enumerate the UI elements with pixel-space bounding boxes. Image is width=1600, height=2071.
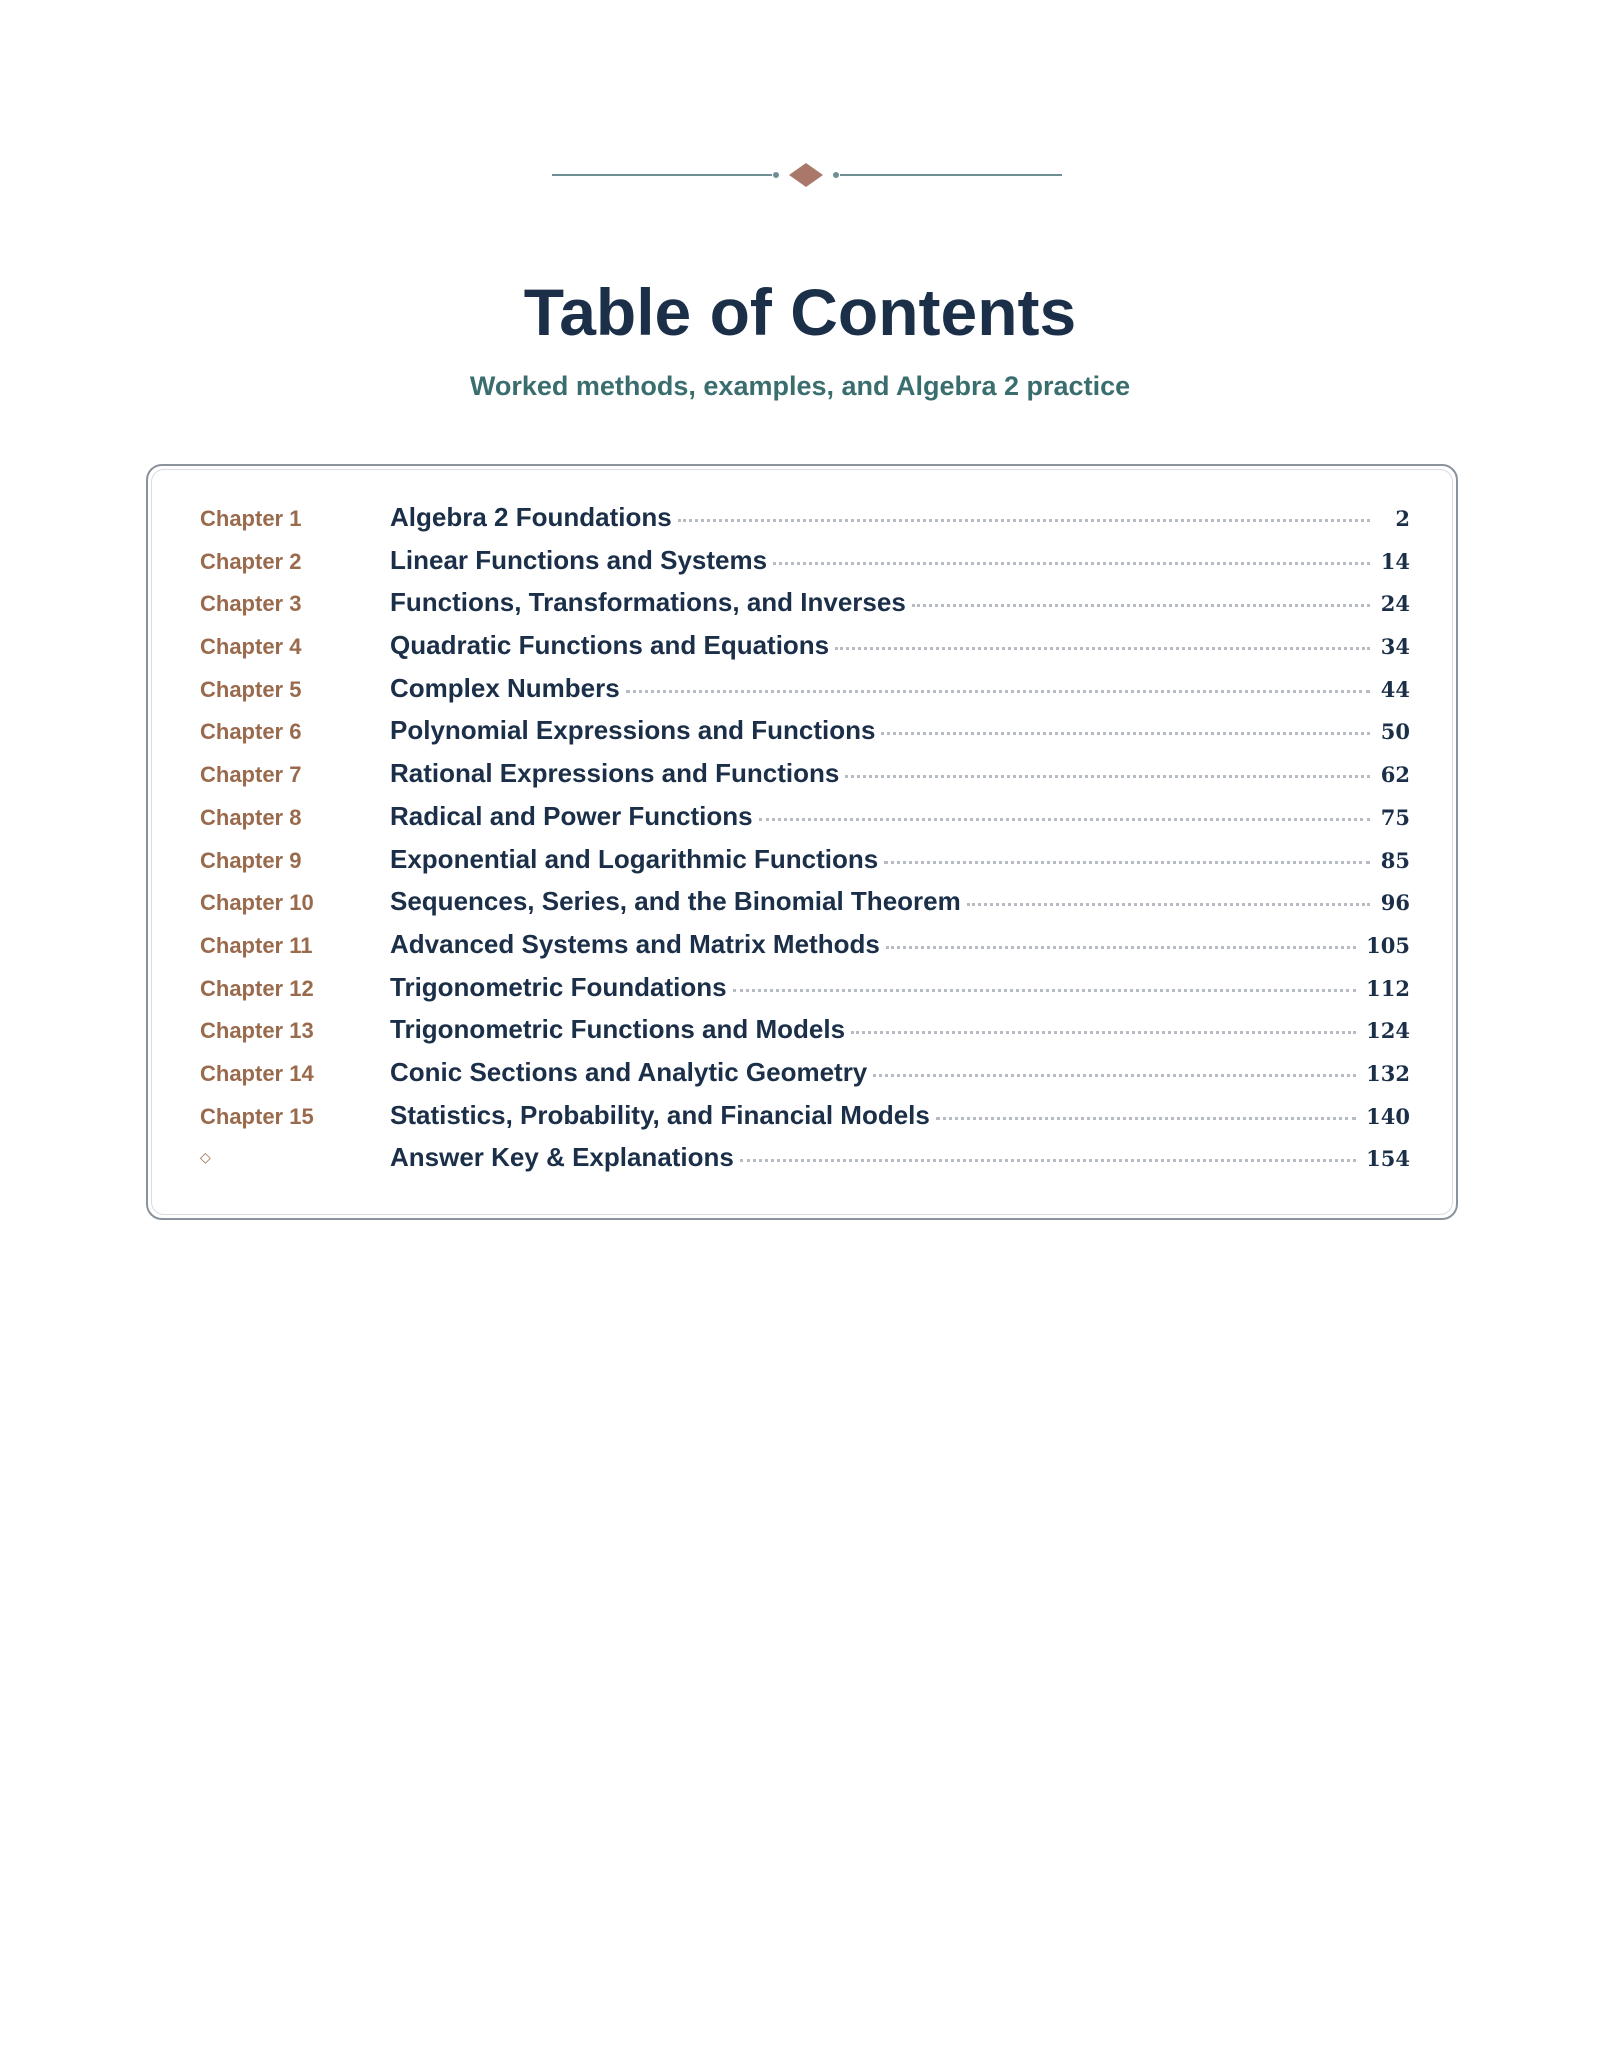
toc-chapter-label: Chapter 14 bbox=[200, 1060, 314, 1086]
toc-entry[interactable] bbox=[200, 630, 1410, 673]
toc-entry[interactable] bbox=[200, 972, 1410, 1015]
toc-entry-title[interactable]: Algebra 2 Foundations bbox=[390, 502, 672, 532]
toc-page-number: 112 bbox=[1366, 975, 1410, 1001]
toc-page-number: 44 bbox=[1380, 676, 1410, 702]
dot-leader bbox=[912, 604, 1370, 607]
toc-chapter-label: Chapter 13 bbox=[200, 1018, 314, 1044]
toc-page-number: 14 bbox=[1380, 548, 1410, 574]
toc-entry-title[interactable]: Advanced Systems and Matrix Methods bbox=[390, 928, 880, 959]
toc-list bbox=[200, 502, 1410, 1185]
toc-page-number: 2 bbox=[1395, 506, 1410, 531]
toc-entry[interactable] bbox=[200, 545, 1410, 588]
toc-entry-title[interactable]: Trigonometric Functions and Models bbox=[390, 1014, 846, 1045]
toc-entry-title[interactable]: Rational Expressions and Functions bbox=[390, 758, 840, 789]
dot-leader bbox=[967, 903, 1370, 906]
toc-entry[interactable] bbox=[200, 1014, 1410, 1057]
toc-entry[interactable] bbox=[200, 801, 1410, 844]
toc-chapter-label: Chapter 2 bbox=[200, 548, 302, 574]
toc-chapter-label: Chapter 6 bbox=[200, 719, 302, 745]
page-title: Table of Contents bbox=[523, 275, 1077, 349]
toc-chapter-label: Chapter 1 bbox=[200, 506, 302, 531]
toc-page-number: 85 bbox=[1380, 847, 1410, 873]
toc-entry-title[interactable]: Polynomial Expressions and Functions bbox=[390, 715, 876, 746]
dot-leader bbox=[733, 989, 1357, 992]
dot-leader bbox=[845, 775, 1370, 778]
page-subtitle: Worked methods, examples, and Algebra 2 practice bbox=[469, 371, 1131, 401]
toc-panel bbox=[146, 464, 1458, 1220]
header-ornament bbox=[0, 160, 1600, 190]
toc-page-number: 62 bbox=[1380, 762, 1410, 788]
dot-leader bbox=[835, 647, 1370, 650]
toc-entry-title[interactable]: Functions, Transformations, and Inverses bbox=[390, 587, 906, 618]
dot-leader bbox=[881, 732, 1370, 735]
dot-leader bbox=[884, 861, 1370, 864]
dot-leader bbox=[759, 818, 1370, 821]
dot-leader bbox=[886, 946, 1356, 949]
toc-entry-title[interactable]: Conic Sections and Analytic Geometry bbox=[390, 1056, 868, 1087]
toc-page-number: 132 bbox=[1366, 1060, 1410, 1086]
toc-entry-title[interactable]: Quadratic Functions and Equations bbox=[390, 630, 830, 661]
toc-entry[interactable] bbox=[200, 502, 1410, 545]
toc-page-number: 34 bbox=[1380, 634, 1410, 660]
toc-chapter-label: Chapter 15 bbox=[200, 1103, 314, 1129]
toc-entry-title[interactable]: Radical and Power Functions bbox=[390, 800, 753, 831]
toc-chapter-label: Chapter 4 bbox=[200, 634, 302, 660]
dot-leader bbox=[936, 1117, 1356, 1120]
toc-entry[interactable] bbox=[200, 929, 1410, 972]
ornament-dot-right bbox=[833, 172, 839, 178]
dot-leader bbox=[773, 562, 1370, 565]
toc-entry-title[interactable]: Trigonometric Foundations bbox=[390, 971, 727, 1002]
toc-chapter-label: Chapter 5 bbox=[200, 676, 302, 702]
toc-entry[interactable] bbox=[200, 715, 1410, 758]
dot-leader bbox=[626, 690, 1370, 693]
toc-entry-title[interactable]: Answer Key & Explanations bbox=[390, 1142, 734, 1173]
toc-entry-title[interactable]: Sequences, Series, and the Binomial Theorem bbox=[390, 886, 961, 917]
toc-entry[interactable] bbox=[200, 1142, 1410, 1185]
toc-entry[interactable] bbox=[200, 1100, 1410, 1143]
toc-entry[interactable] bbox=[200, 673, 1410, 716]
dot-leader bbox=[678, 519, 1370, 522]
toc-chapter-label: Chapter 3 bbox=[200, 591, 302, 617]
toc-entry[interactable] bbox=[200, 886, 1410, 929]
dot-leader bbox=[740, 1159, 1356, 1162]
ornament-dot-left bbox=[773, 172, 779, 178]
diamond-outline-icon: ◇ bbox=[200, 1150, 211, 1167]
toc-page-number: 75 bbox=[1380, 804, 1410, 830]
toc-chapter-label: Chapter 11 bbox=[200, 932, 313, 958]
toc-page-number: 154 bbox=[1366, 1146, 1410, 1172]
dot-leader bbox=[851, 1031, 1356, 1034]
toc-chapter-label: Chapter 8 bbox=[200, 804, 302, 830]
toc-page-number: 24 bbox=[1380, 591, 1410, 617]
toc-chapter-label: Chapter 12 bbox=[200, 975, 314, 1001]
toc-entry-title[interactable]: Linear Functions and Systems bbox=[390, 544, 768, 575]
toc-entry-title[interactable]: Complex Numbers bbox=[390, 672, 620, 703]
toc-page-number: 50 bbox=[1380, 719, 1410, 745]
toc-entry[interactable] bbox=[200, 844, 1410, 887]
ornament-diamond-icon bbox=[789, 163, 823, 187]
toc-entry[interactable] bbox=[200, 1057, 1410, 1100]
toc-page-number: 140 bbox=[1366, 1103, 1410, 1129]
toc-page-number: 96 bbox=[1380, 890, 1410, 916]
toc-entry-title[interactable]: Exponential and Logarithmic Functions bbox=[390, 843, 879, 874]
toc-entry[interactable] bbox=[200, 587, 1410, 630]
toc-page-number: 105 bbox=[1366, 932, 1410, 958]
toc-entry[interactable] bbox=[200, 758, 1410, 801]
toc-chapter-label: Chapter 10 bbox=[200, 890, 314, 916]
toc-page-number: 124 bbox=[1366, 1018, 1410, 1044]
toc-entry-title[interactable]: Statistics, Probability, and Financial Models bbox=[390, 1099, 930, 1130]
toc-chapter-label: Chapter 9 bbox=[200, 847, 302, 873]
toc-chapter-label: Chapter 7 bbox=[200, 762, 302, 788]
dot-leader bbox=[873, 1074, 1356, 1077]
